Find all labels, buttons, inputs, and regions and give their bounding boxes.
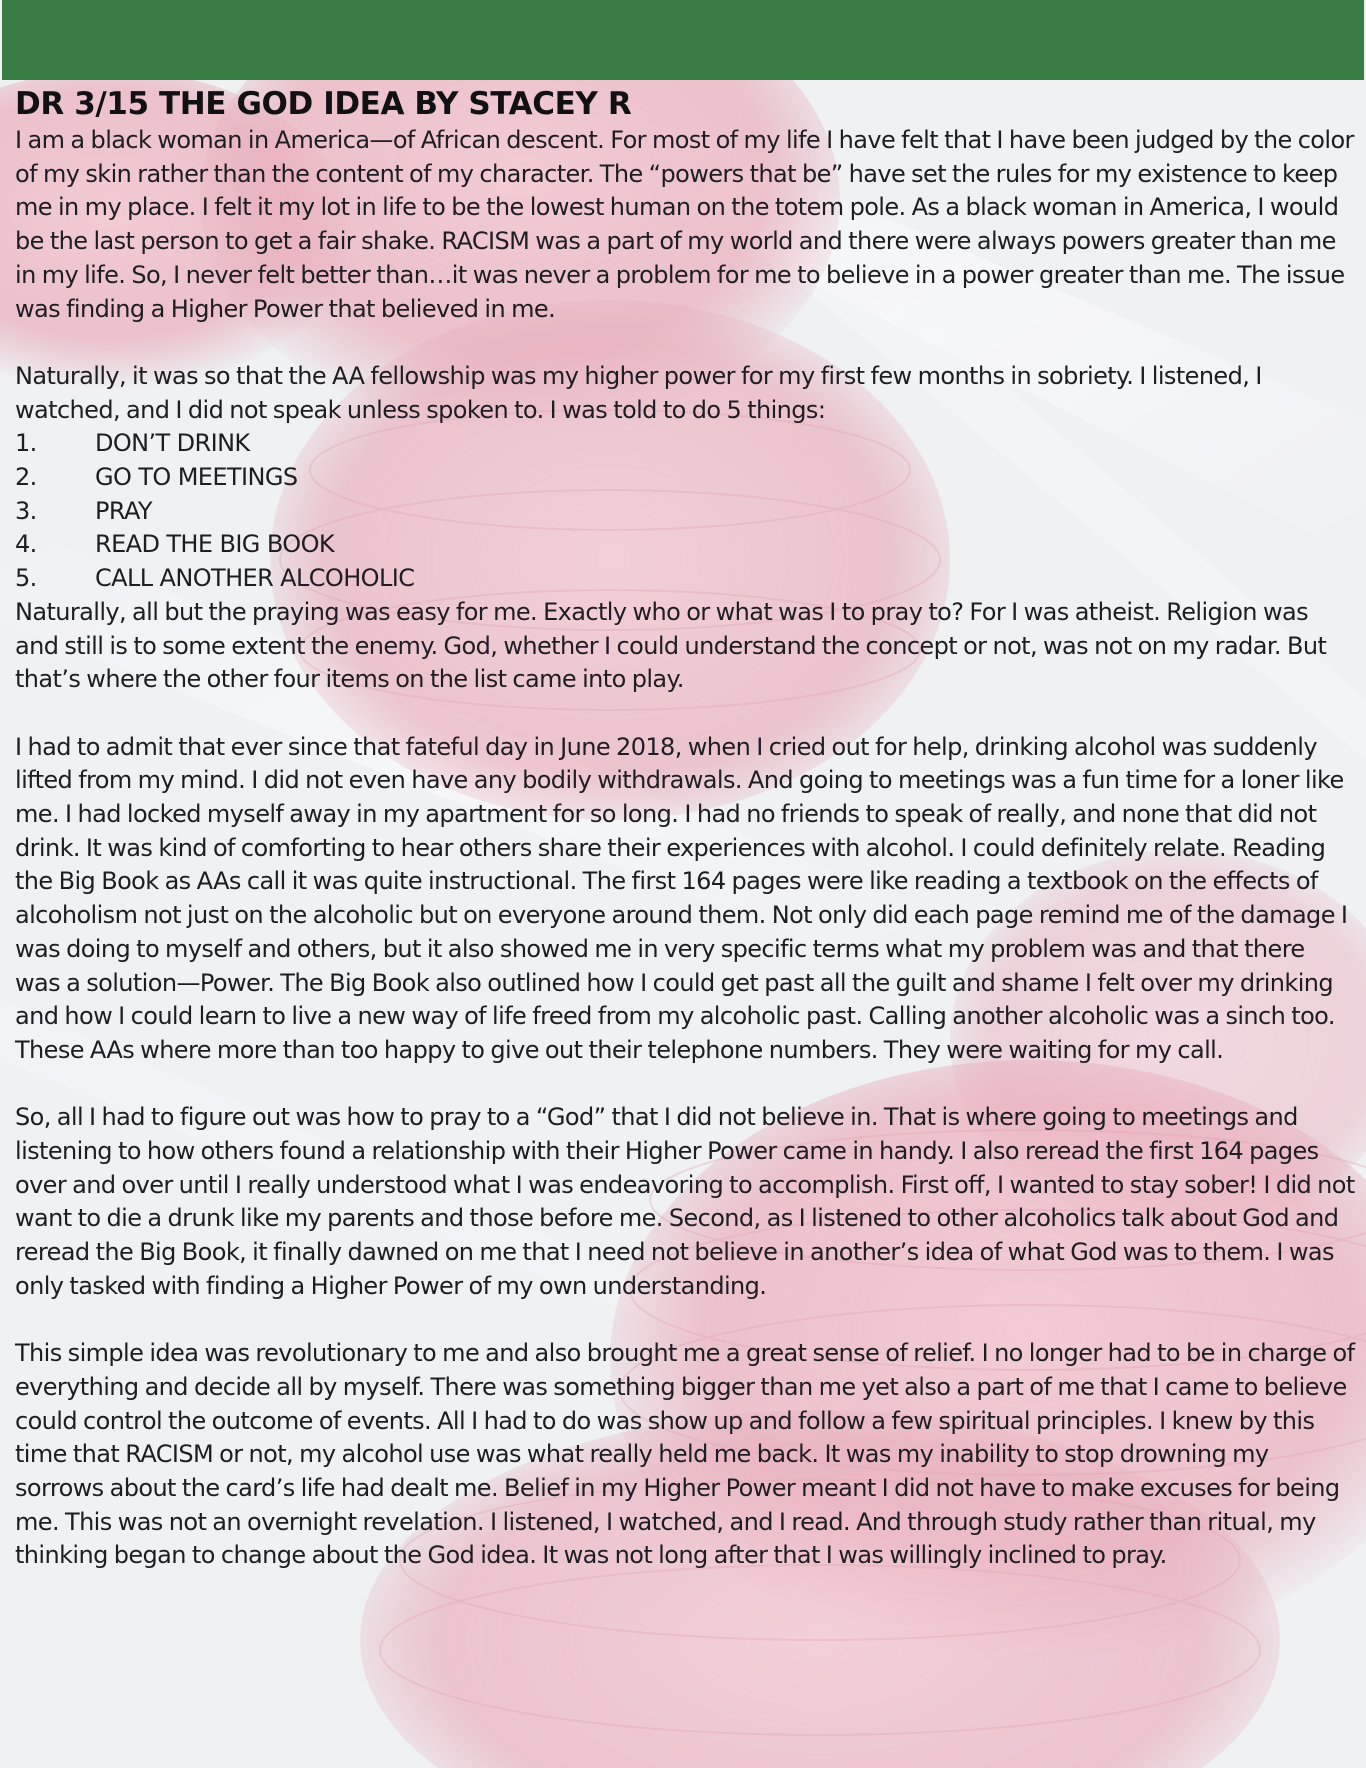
list-item	[15, 562, 1355, 596]
list-item-number: 2.	[15, 463, 37, 492]
list-item-text: GO TO MEETINGS	[95, 463, 298, 492]
list-item-number: 3.	[15, 496, 37, 525]
paragraph-gap	[15, 1068, 1355, 1102]
paragraph-gap	[15, 326, 1355, 360]
list-item	[15, 528, 1355, 562]
list-item-number: 1.	[15, 429, 37, 458]
list-item-text: READ THE BIG BOOK	[95, 530, 334, 559]
list-item	[15, 495, 1355, 529]
paragraph-revolutionary: This simple idea was revolutionary to me and also brought me a great sense of relief. I no longer had to be in charge of everything and decide all by myself. There was something bigger than me yet also a part of me that I came to believe could control the outcome of events. All I had to do was show up and follow a few spiritual principles. I knew by this time that RACISM or not, my alcohol use was what really held me back. It was my inability to stop drowning my sorrows about the card’s life had dealt me. Belief in my Higher Power meant I did not have to make excuses for being me. This was not an overnight revelation. I listened, I watched, and I read. And through study rather than ritual, my thinking began to change about the God idea. It was not long after that I was willingly inclined to pray.	[15, 1339, 1355, 1570]
list-item-text: CALL ANOTHER ALCOHOLIC	[95, 564, 415, 593]
paragraph-gap	[15, 697, 1355, 731]
list-item	[15, 461, 1355, 495]
paragraph-intro: I am a black woman in America—of African descent. For most of my life I have felt that I have been judged by the color of my skin rather than the content of my character. The “powers that be” have set the rules for my existence to keep me in my place. I felt it my lot in life to be the lowest human on the totem pole. As a black woman in America, I would be the last person to get a fair shake. RACISM was a part of my world and there were always powers greater than me in my life. So, I never felt better than…it was never a problem for me to believe in a power greater than me. The issue was finding a Higher Power that believed in me.	[15, 126, 1354, 323]
list-item-text: DON’T DRINK	[95, 429, 250, 458]
paragraph-fellowship: Naturally, it was so that the AA fellowship was my higher power for my first few months in sobriety. I listened, I watched, and I did not speak unless spoken to. I was told to do 5 things:	[15, 361, 1262, 424]
list-item-number: 4.	[15, 530, 37, 559]
article	[15, 84, 1355, 1573]
list-item	[15, 427, 1355, 461]
five-things-list	[15, 427, 1355, 596]
paragraph-pray-to-god: So, all I had to figure out was how to pray to a “God” that I did not believe in. That is where going to meetings and listening to how others found a relationship with their Higher Power came in handy. I also reread the first 164 pages over and over until I really understood what I was endeavoring to accomplish. First off, I wanted to stay sober! I did not want to die a drunk like my parents and those before me. Second, as I listened to other alcoholics talk about God and reread the Big Book, it finally dawned on me that I need not believe in another’s idea of what God was to them. I was only tasked with finding a Higher Power of my own understanding.	[15, 1103, 1355, 1300]
paragraph-praying: Naturally, all but the praying was easy for me. Exactly who or what was I to pray to? For I was atheist. Religion was and still is to some extent the enemy. God, whether I could understand the concept or not, was not on my radar. But that’s where the other four items on the list came into play.	[15, 597, 1327, 694]
list-item-number: 5.	[15, 564, 37, 593]
page-title: DR 3/15 THE GOD IDEA BY STACEY R	[15, 86, 632, 122]
paragraph-admit: I had to admit that ever since that fateful day in June 2018, when I cried out for help, drinking alcohol was suddenly lifted from my mind. I did not even have any bodily withdrawals. And going to meetings was a fun time for a loner like me. I had locked myself away in my apartment for so long. I had no friends to speak of really, and none that did not drink. It was kind of comforting to hear others share their experiences with alcohol. I could definitely relate. Reading the Big Book as AAs call it was quite instructional. The first 164 pages were like reading a textbook on the effects of alcoholism not just on the alcoholic but on everyone around them. Not only did each page remind me of the damage I was doing to myself and others, but it also showed me in very specific terms what my problem was and that there was a solution—Power. The Big Book also outlined how I could get past all the guilt and shame I felt over my drinking and how I could learn to live a new way of life freed from my alcoholic past. Calling another alcoholic was a sinch too. These AAs where more than too happy to give out their telephone numbers. They were waiting for my call.	[15, 732, 1348, 1064]
list-item-text: PRAY	[95, 496, 152, 525]
header-bar	[2, 0, 1364, 80]
paragraph-gap	[15, 1304, 1355, 1338]
